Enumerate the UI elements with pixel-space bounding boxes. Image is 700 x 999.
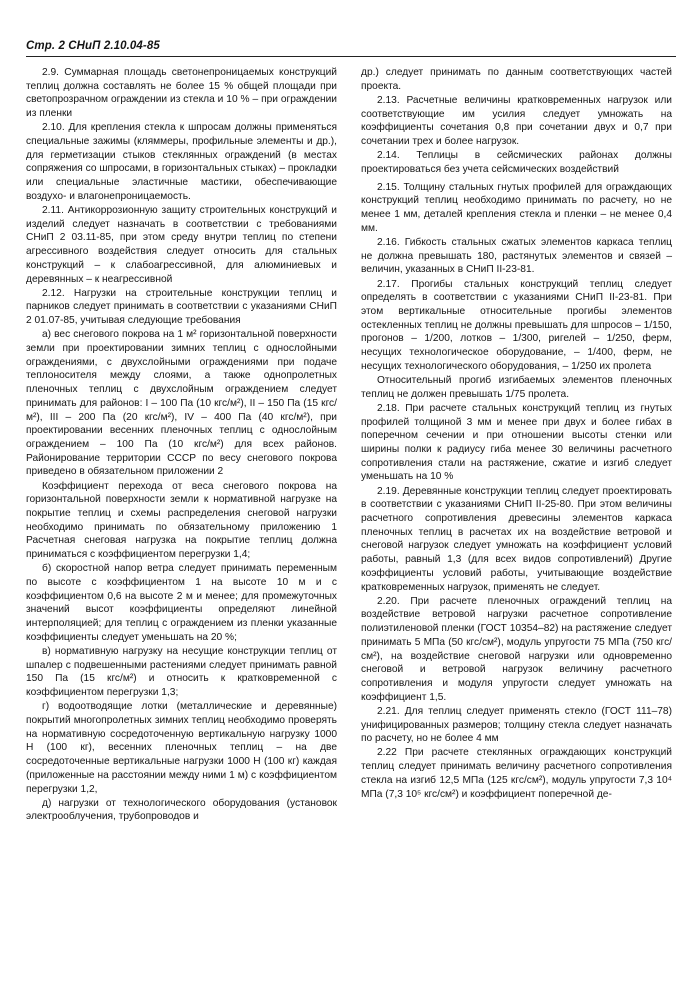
- clause-2-11: 2.11. Антикоррозионную защиту строительных конструкций и изделий следует назначать в соответствии с требованиями СНиП 2 03.11-85, при этом среду внутри теплиц по степени агрессивного воздействия следует относить для стальных конструкций – к слабоагрессивной, для алюминиевых и деревянных – к неагрессивной: [26, 205, 337, 285]
- clause-2-12-d: д) нагрузки от технологического оборудования (установок электрооблучения, трубопроводов и: [26, 797, 337, 823]
- clause-2-12-b: б) скоростной напор ветра следует принимать переменным по высоте с коэффициентом 1 на высоте 10 м и с коэффициентом 0,6 на высоте 2 м и менее; для промежуточных значений высот коэффициенты определяют линейной интерполяцией; для теплиц с ограждением из пленки указанные коэффициенты следует уменьшать на 20 %;: [26, 563, 337, 643]
- clause-2-19: 2.19. Деревянные конструкции теплиц следует проектировать в соответствии с указаниями СНиП II-25-80. При этом величины расчетного сопротивления древесины элементов каркаса пленочных теплиц в расчетах их на воздействие ветровой и снеговой нагрузок следует умножать на коэффициент условий работы, равный 1,3 (для всех видов сопротивлений) Другие коэффициенты условий работы, учитывающие воздействие кратковременных нагрузок, применять не следует.: [361, 485, 672, 593]
- clause-2-12-coefficient: Коэффициент перехода от веса снегового покрова на горизонтальной поверхности земли к нормативной нагрузке на покрытие теплиц и схемы распределения снеговой нагрузки необходимо принимать по обязательному приложению 1 Расчетная снеговая нагрузка на покрытие теплиц должна приниматься с коэффициентом перегрузки 1,4;: [26, 480, 337, 561]
- clause-2-13: 2.13. Расчетные величины кратковременных нагрузок или соответствующие им усилия следует умножать на коэффициенты сочетания 0,8 при сочетании двух и 0,7 при сочетании трех и более нагрузок.: [361, 94, 672, 148]
- clause-2-17-film: Относительный прогиб изгибаемых элементов пленочных теплиц не должен превышать 1/75 пролета.: [361, 374, 672, 400]
- clause-2-15: 2.15. Толщину стальных гнутых профилей для ограждающих конструкций теплиц необходимо принимать по расчету, но не менее 1 мм, деталей крепления стекла и пленки – не менее 0,4 мм.: [361, 181, 672, 234]
- header-divider: [26, 56, 676, 57]
- clause-2-12-d-continued: др.) следует принимать по данным соответствующих частей проекта.: [361, 67, 672, 92]
- clause-2-12: 2.12. Нагрузки на строительные конструкции теплиц и парников следует принимать в соответствии с указаниями СНиП 2 01.07-85, учитывая следующие требования: [26, 287, 337, 327]
- clause-2-12-a: а) вес снегового покрова на 1 м² горизонтальной поверхности земли при проектировании зимних теплиц с однослойными ограждениями, с двухслойными ограждениями при подаче теплоносителя между слоями, а также однопролетных пленочных теплиц с двухслойным ограждением следует принимать для районов: I – 100 Па (10 кгс/м²), II – 150 Па (15 кгс/м²), III – 200 Па (20 кгс/м²), IV – 400 Па (40 кгс/м²), при проектировании весенних пленочных теплиц с однослойным ограждением – 100 Па (10 кгс/м²) для всех районов. Районирование территории СССР по весу снегового покрова приведено в обязательном приложении 2: [26, 329, 337, 478]
- clause-2-12-v: в) нормативную нагрузку на несущие конструкции теплиц от шпалер с подвешенными растениями следует принимать равной 150 Па (15 кгс/м²) и относить к кратковременной с коэффициентом перегрузки 1,3;: [26, 646, 337, 699]
- clause-2-14: 2.14. Теплицы в сейсмических районах должны проектироваться без учета сейсмических воздействий: [361, 150, 672, 175]
- clause-2-12-g: г) водоотводящие лотки (металлические и деревянные) покрытий многопролетных зимних теплиц необходимо проверять на нормативную сосредоточенную вертикальную нагрузку 1000 Н (100 кг), весенних пленочных теплиц – на две сосредоточенные вертикальные нагрузки 1000 Н (100 кг) каждая (приложенные на расстоянии между ними 1 м) с коэффициентом перегрузки 1,2,: [26, 701, 337, 795]
- clause-2-18: 2.18. При расчете стальных конструкций теплиц из гнутых профилей толщиной 3 мм и менее при двух и более гибах в поперечном сечении и при отношении высоты стенки или ширины полки к радиусу гиба менее 30 величины расчетного сопротивления стали на растяжение, сжатие и изгиб следует уменьшать на 10 %: [361, 402, 672, 483]
- clause-2-20: 2.20. При расчете пленочных ограждений теплиц на воздействие ветровой нагрузки расчетное сопротивление полиэтиленовой пленки (ГОСТ 10354–82) на растяжение следует принимать 5 МПа (50 кгс/см²), модуль упругости 75 МПа (750 кгс/см²), на воздействие снеговой нагрузки или одновременно снеговой и ветровой нагрузок величину расчетного сопротивления и модуля упругости следует умножать на коэффициент 1,5.: [361, 595, 672, 703]
- clause-2-9: 2.9. Суммарная площадь светонепроницаемых конструкций теплиц должна составлять не более 15 % общей площади при светопрозрачном ограждении из стекла и 10 % – при ограждении из пленки: [26, 67, 337, 120]
- clause-2-21: 2.21. Для теплиц следует применять стекло (ГОСТ 111–78) унифицированных размеров; толщину стекла следует назначать по расчету, но не более 4 мм: [361, 705, 672, 745]
- clause-2-17: 2.17. Прогибы стальных конструкций теплиц следует определять в соответствии с указаниями СНиП II-23-81. При этом вертикальные относительные прогибы элементов остекленных теплиц не должны превышать для шпросов – 1/150, прогонов – 1/200, лотков – 1/300, ригелей – 1/250, ферм, несущих технологическое оборудование, – 1/400, ферм, не несущих технологического оборудования, – 1/250 их пролета: [361, 278, 672, 372]
- left-column: [26, 66, 337, 825]
- clause-2-10: 2.10. Для крепления стекла к шпросам должны применяться специальные зажимы (кляммеры, профильные элементы и др.), для герметизации стыков стеклянных ограждений (в местах сопряжения со шпросами, в горизонтальных стыках) – прокладки или специальные эластичные мастики, обеспечивающие воздухо- и влагонепроницаемость.: [26, 122, 337, 202]
- right-column: [361, 66, 672, 802]
- clause-2-16: 2.16. Гибкость стальных сжатых элементов каркаса теплиц не должна превышать 180, растянутых элементов и связей – величин, указанных в СНиП II-23-81.: [361, 236, 672, 276]
- page-header: Стр. 2 СНиП 2.10.04-85: [26, 40, 160, 52]
- clause-2-22: 2.22 При расчете стеклянных ограждающих конструкций теплиц следует принимать величину расчетного сопротивления стекла на изгиб 12,5 МПа (125 кгс/см²), модуль упругости 7,3 10⁴ МПа (7,3 10⁵ кгс/см²) и коэффициент поперечной де-: [361, 747, 672, 800]
